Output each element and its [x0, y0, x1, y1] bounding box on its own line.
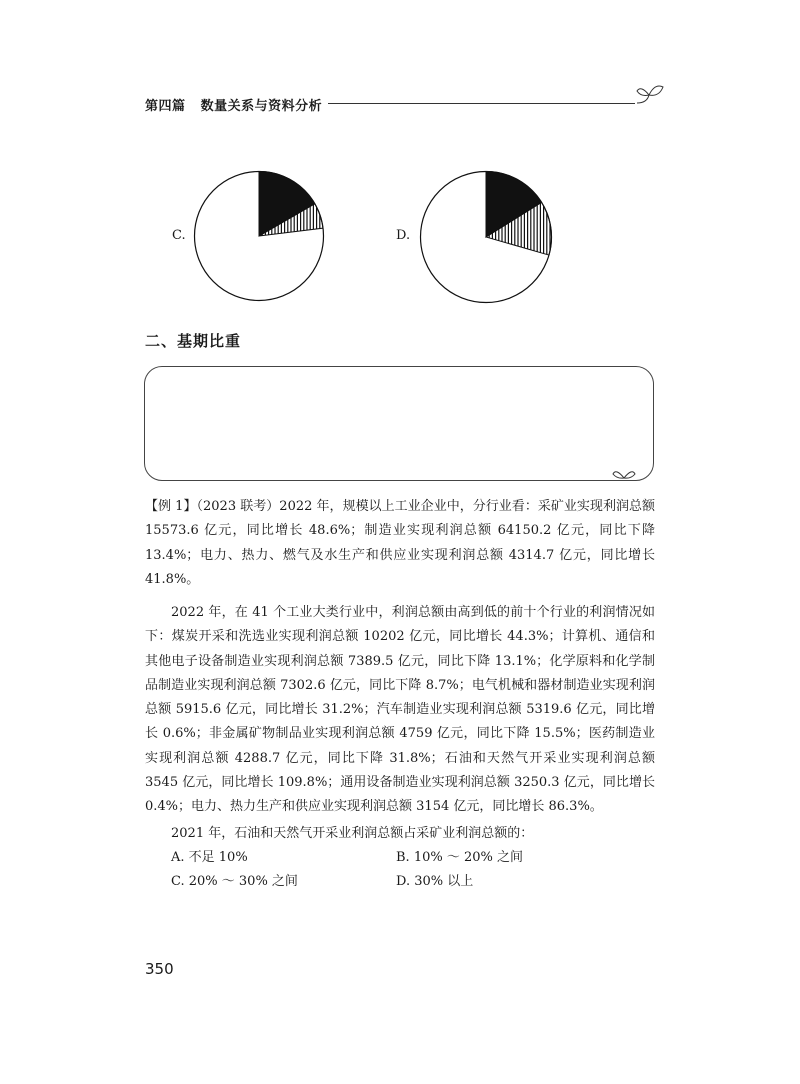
header-chapter-title: 数量关系与资料分析 [200, 99, 323, 114]
example-paragraph-1: 【例 1】（2023 联考）2022 年，规模以上工业企业中，分行业看：采矿业实现利润总额 15573.6 亿元，同比增长 48.6%；制造业实现利润总额 64150.2 亿元，同比下降 13.4%；电力、热力、燃气及水生产和供应业实现利润总额 4314.7 亿元，同比增长 41.8%。 [145, 499, 655, 587]
option-b: B. 10% ～ 20% 之间 [396, 850, 524, 865]
header-title [145, 95, 322, 114]
question-stem: 2021 年，石油和天然气开采业利润总额占采矿业利润总额的： [171, 826, 534, 841]
page-header [145, 95, 665, 115]
page-number: 350 [145, 960, 174, 978]
pie-chart-option-c [193, 170, 325, 302]
pie-chart-option-d [419, 170, 553, 304]
sprout-icon [635, 81, 665, 105]
option-c: C. 20% ～ 30% 之间 [171, 874, 298, 889]
notes-box [144, 366, 654, 481]
pie-option-c-label: C. [172, 228, 186, 243]
option-a: A. 不足 10% [171, 850, 248, 865]
pie-option-d-label: D. [396, 228, 411, 243]
option-d: D. 30% 以上 [396, 874, 474, 889]
section-title: 二、基期比重 [145, 332, 242, 350]
header-chapter: 第四篇 [145, 99, 186, 114]
example-paragraph-2: 2022 年，在 41 个工业大类行业中，利润总额由高到低的前十个行业的利润情况如下：煤炭开采和洗选业实现利润总额 10202 亿元，同比增长 44.3%；计算机、通信和其他电子设备制造业实现利润总额 7389.5 亿元，同比下降 13.1%；化学原料和化学制品制造业实现利润总额 7302.6 亿元，同比下降 8.7%；电气机械和器材制造业实现利润总额 5915.6 亿元，同比增长 31.2%；汽车制造业实现利润总额 5319.6 亿元，同比增长 0.6%；非金属矿物制品业实现利润总额 4759 亿元，同比下降 15.5%；医药制造业实现利润总额 4288.7 亿元，同比下降 31.8%；石油和天然气开采业实现利润总额 3545 亿元，同比增长 109.8%；通用设备制造业实现利润总额 3250.3 亿元，同比增长 0.4%；电力、热力生产和供应业实现利润总额 3154 亿元，同比增长 86.3%。 [145, 605, 655, 815]
sprout-icon [612, 466, 636, 480]
header-rule [328, 103, 635, 104]
